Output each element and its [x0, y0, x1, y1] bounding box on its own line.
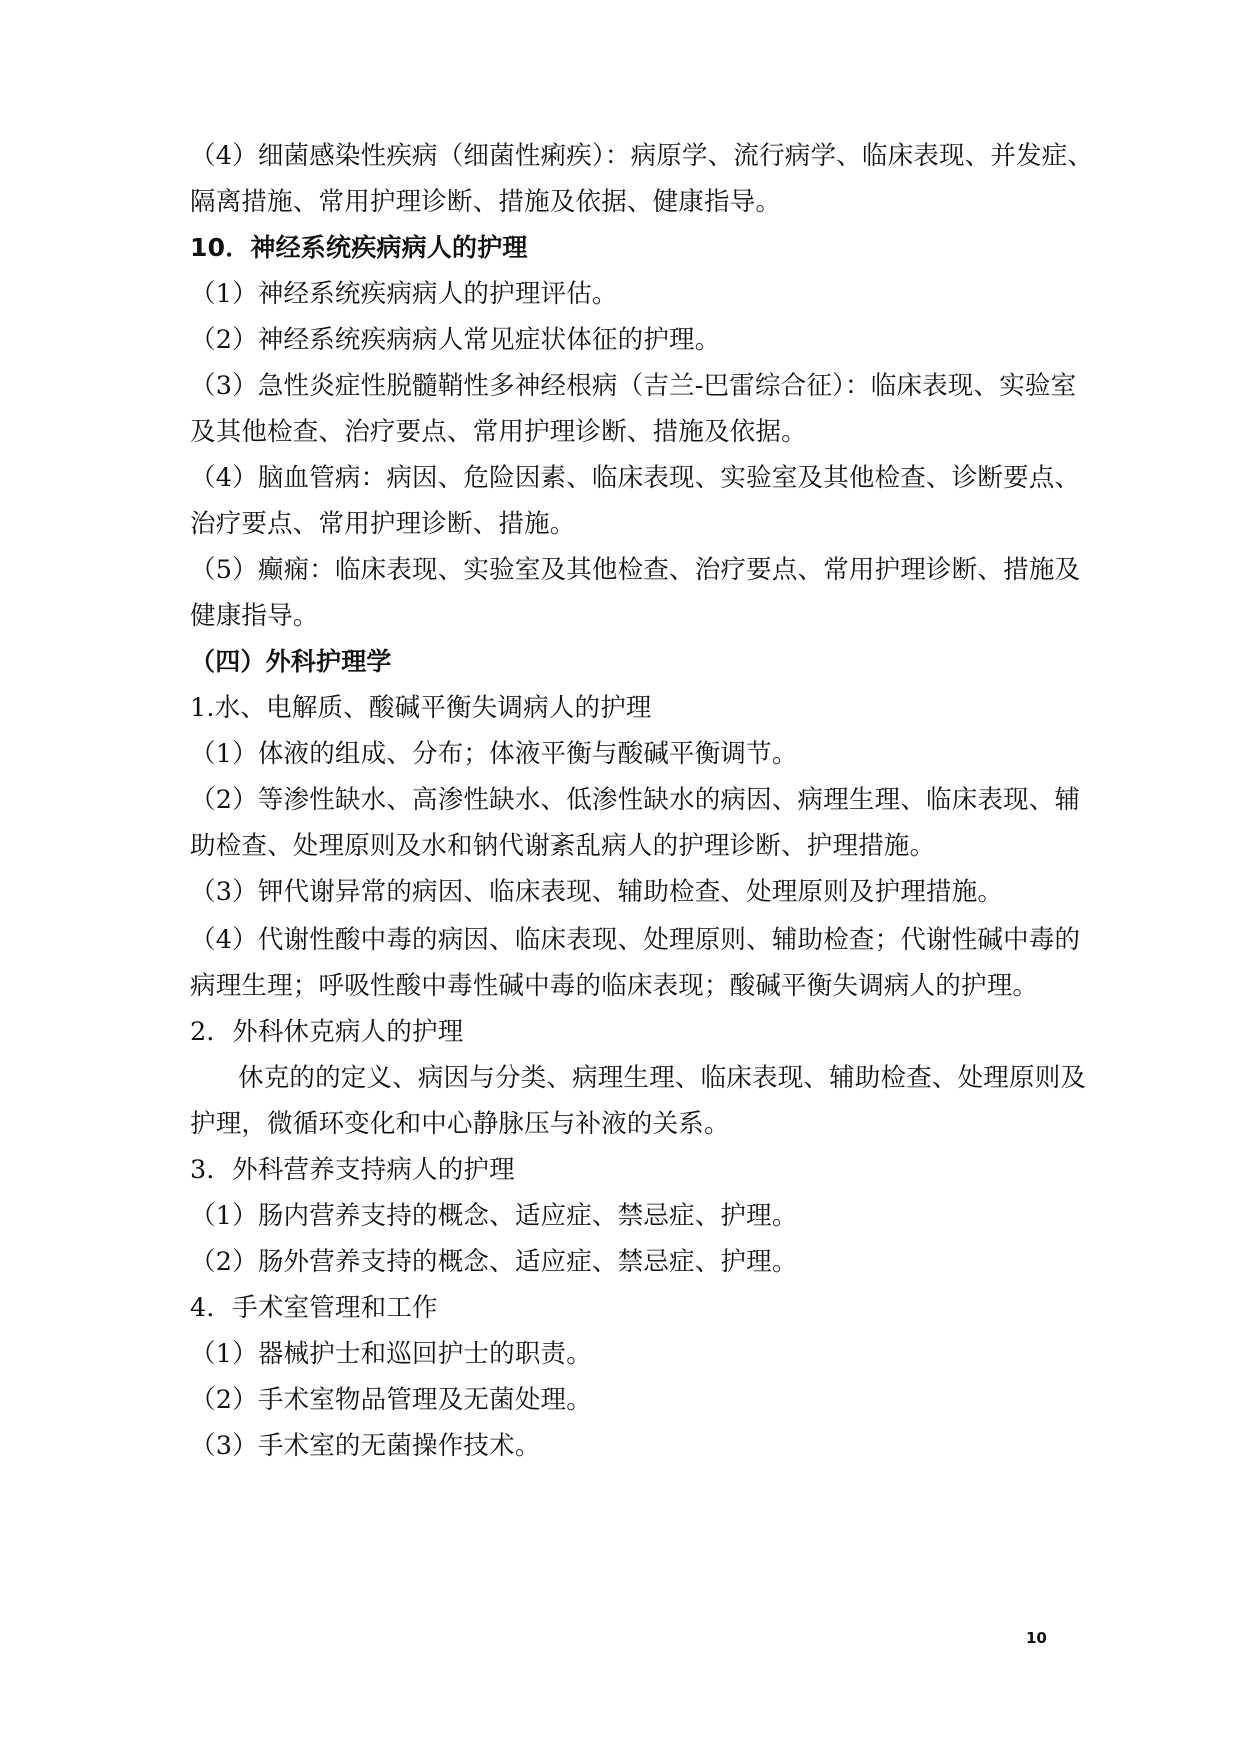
subsection-title: 2．外科休克病人的护理	[190, 1017, 464, 1047]
text-line: （3）钾代谢异常的病因、临床表现、辅助检查、处理原则及护理措施。	[190, 877, 1004, 907]
text-line: （2）肠外营养支持的概念、适应症、禁忌症、护理。	[190, 1247, 798, 1277]
chapter-heading: （四）外科护理学	[190, 647, 392, 676]
text-line: 及其他检查、治疗要点、常用护理诊断、措施及依据。	[190, 417, 807, 447]
text-line: （4）脑血管病：病因、危险因素、临床表现、实验室及其他检查、诊断要点、	[190, 463, 1081, 493]
text-line: 隔离措施、常用护理诊断、措施及依据、健康指导。	[190, 187, 782, 217]
text-line: （5）癫痫：临床表现、实验室及其他检查、治疗要点、常用护理诊断、措施及	[190, 555, 1081, 585]
page-number: 10	[1026, 1629, 1047, 1647]
text-line: 助检查、处理原则及水和钠代谢紊乱病人的护理诊断、护理措施。	[190, 831, 936, 861]
section-heading: 10．神经系统疾病病人的护理	[190, 233, 528, 262]
text-line: （1）神经系统疾病病人的护理评估。	[190, 279, 618, 309]
text-line: （4）代谢性酸中毒的病因、临床表现、处理原则、辅助检查；代谢性碱中毒的	[190, 925, 1081, 955]
subsection-title: 1.水、电解质、酸碱平衡失调病人的护理	[190, 693, 652, 723]
text-line: （2）等渗性缺水、高渗性缺水、低渗性缺水的病因、病理生理、临床表现、辅	[190, 785, 1081, 815]
text-line: 治疗要点、常用护理诊断、措施。	[190, 509, 576, 539]
text-line: 护理，微循环变化和中心静脉压与补液的关系。	[190, 1109, 730, 1139]
text-line: （1）器械护士和巡回护士的职责。	[190, 1339, 592, 1369]
text-line: （1）肠内营养支持的概念、适应症、禁忌症、护理。	[190, 1201, 798, 1231]
text-line: （4）细菌感染性疾病（细菌性痢疾）：病原学、流行病学、临床表现、并发症、	[190, 141, 1094, 171]
text-line: （1）体液的组成、分布；体液平衡与酸碱平衡调节。	[190, 739, 798, 769]
text-line: 健康指导。	[190, 601, 319, 631]
text-line: （2）神经系统疾病病人常见症状体征的护理。	[190, 325, 721, 355]
text-line: （3）手术室的无菌操作技术。	[190, 1431, 541, 1461]
text-line: 休克的的定义、病因与分类、病理生理、临床表现、辅助检查、处理原则及	[238, 1063, 1087, 1093]
subsection-title: 3．外科营养支持病人的护理	[190, 1155, 515, 1185]
text-line: （2）手术室物品管理及无菌处理。	[190, 1385, 592, 1415]
text-line: （3）急性炎症性脱髓鞘性多神经根病（吉兰-巴雷综合征）：临床表现、实验室	[190, 371, 1077, 401]
subsection-title: 4．手术室管理和工作	[190, 1293, 438, 1323]
text-line: 病理生理；呼吸性酸中毒性碱中毒的临床表现；酸碱平衡失调病人的护理。	[190, 971, 1039, 1001]
